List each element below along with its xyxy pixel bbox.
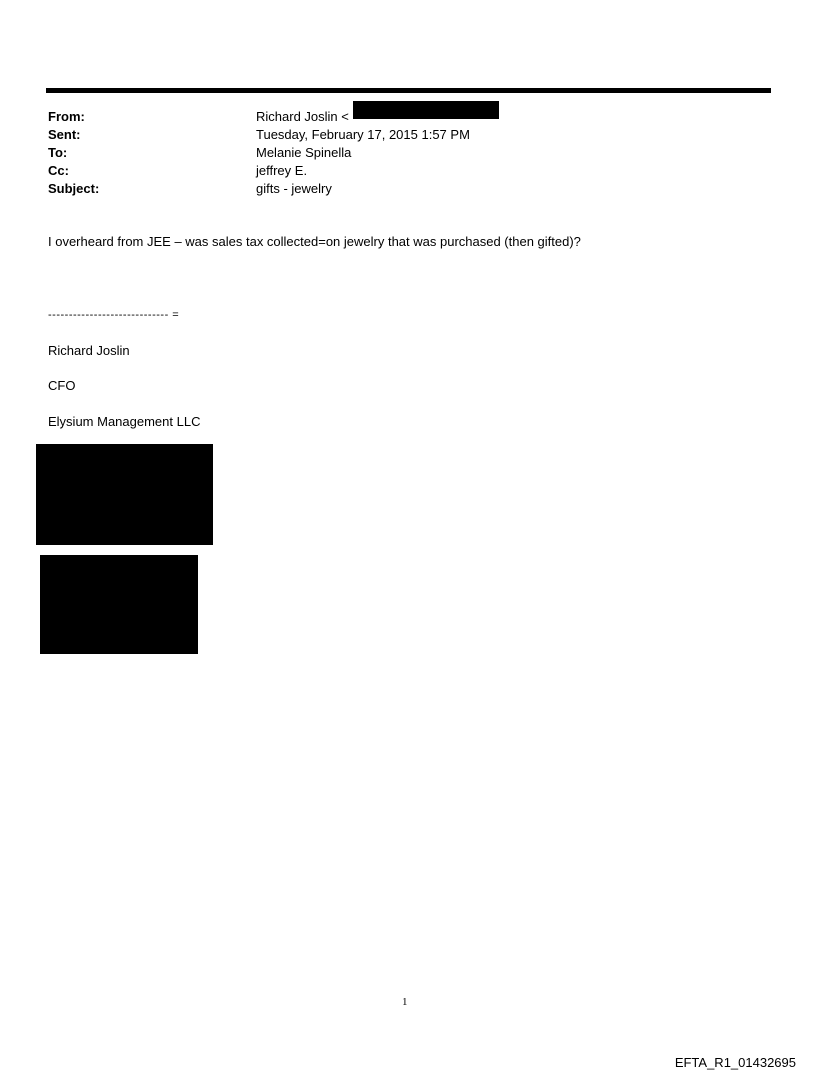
sent-value: Tuesday, February 17, 2015 1:57 PM bbox=[256, 127, 470, 142]
subject-label: Subject: bbox=[48, 181, 100, 196]
to-label: To: bbox=[48, 145, 68, 160]
subject-value: gifts - jewelry bbox=[256, 181, 332, 196]
redaction-block bbox=[40, 555, 198, 654]
redaction-block bbox=[36, 444, 213, 545]
to-row bbox=[48, 144, 768, 162]
sent-label: Sent: bbox=[48, 127, 81, 142]
signature-company: Elysium Management LLC bbox=[48, 414, 201, 429]
page-number: 1 bbox=[402, 996, 408, 1008]
cc-row bbox=[48, 162, 768, 180]
signature-title: CFO bbox=[48, 378, 76, 393]
subject-row bbox=[48, 180, 768, 198]
cc-label: Cc: bbox=[48, 163, 69, 178]
email-body: I overheard from JEE – was sales tax collected=on jewelry that was purchased (then gifted)? bbox=[48, 234, 581, 249]
from-row bbox=[48, 108, 768, 126]
signature-separator: ----------------------------- = bbox=[48, 309, 180, 321]
header-rule bbox=[46, 88, 771, 93]
from-name: Richard Joslin < bbox=[256, 109, 349, 124]
cc-value: jeffrey E. bbox=[256, 163, 308, 178]
from-label: From: bbox=[48, 109, 85, 124]
signature-name: Richard Joslin bbox=[48, 343, 130, 358]
from-value bbox=[256, 108, 499, 126]
email-header bbox=[48, 108, 768, 198]
to-value: Melanie Spinella bbox=[256, 145, 352, 160]
bates-number: EFTA_R1_01432695 bbox=[674, 1055, 796, 1070]
sent-row bbox=[48, 126, 768, 144]
redaction-email-address bbox=[353, 101, 499, 119]
